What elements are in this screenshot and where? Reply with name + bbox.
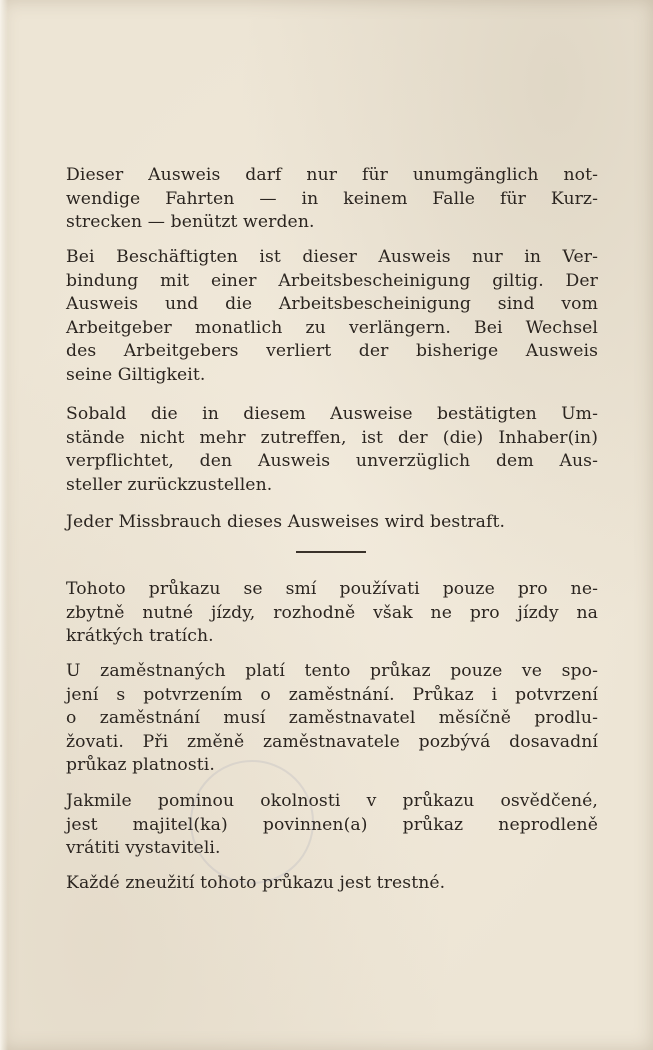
- czech-paragraph-2: [66, 660, 598, 778]
- text-line: jest majitel(ka) povinnen(a) průkaz neprodleně: [66, 814, 598, 835]
- czech-paragraph-3: [66, 790, 598, 861]
- german-paragraph-1: [66, 164, 598, 235]
- german-paragraph-2: [66, 246, 598, 388]
- text-line: seine Giltigkeit.: [66, 364, 206, 385]
- text-line: Bei Beschäftigten ist dieser Ausweis nur in Ver-: [66, 247, 598, 267]
- text-line: Jeder Missbrauch dieses Ausweises wird bestraft.: [66, 512, 506, 532]
- text-line: Dieser Ausweis darf nur für unumgänglich not-: [66, 165, 598, 185]
- text-line: Každé zneužití tohoto průkazu jest trestné.: [66, 873, 446, 893]
- text-line: wendige Fahrten — in keinem Falle für Kurz-: [66, 188, 598, 209]
- text-line: Sobald die in diesem Ausweise bestätigten Um-: [66, 404, 598, 424]
- text-line: strecken — benützt werden.: [66, 212, 315, 233]
- text-line: žovati. Při změně zaměstnavatele pozbývá dosavadní: [66, 731, 598, 752]
- text-line: Arbeitgeber monatlich zu verlängern. Bei Wechsel: [66, 317, 598, 338]
- text-line: průkaz platnosti.: [66, 755, 215, 776]
- faint-stamp: [190, 760, 314, 884]
- czech-paragraph-4: [66, 872, 598, 896]
- czech-paragraph-1: [66, 578, 598, 649]
- text-line: stände nicht mehr zutreffen, ist der (die) Inhaber(in): [66, 427, 598, 448]
- text-line: krátkých tratích.: [66, 626, 214, 647]
- german-paragraph-4: [66, 511, 598, 535]
- text-line: zbytně nutné jízdy, rozhodně však ne pro jízdy na: [66, 602, 598, 623]
- text-line: steller zurückzustellen.: [66, 474, 273, 495]
- text-line: verpflichtet, den Ausweis unverzüglich dem Aus-: [66, 451, 598, 472]
- section-divider: [296, 551, 366, 553]
- german-paragraph-3: [66, 403, 598, 497]
- text-line: Tohoto průkazu se smí používati pouze pro ne-: [66, 579, 598, 599]
- text-line: vrátiti vystaviteli.: [66, 838, 221, 859]
- text-line: Jakmile pominou okolnosti v průkazu osvědčené,: [66, 791, 598, 811]
- text-line: des Arbeitgebers verliert der bisherige Ausweis: [66, 341, 598, 362]
- text-line: Ausweis und die Arbeitsbescheinigung sind vom: [66, 294, 598, 315]
- page-edge: [0, 0, 8, 1050]
- text-line: bindung mit einer Arbeitsbescheinigung giltig. Der: [66, 270, 598, 291]
- text-line: U zaměstnaných platí tento průkaz pouze ve spo-: [66, 661, 598, 681]
- text-line: jení s potvrzením o zaměstnání. Průkaz i potvrzení: [66, 684, 598, 705]
- text-line: o zaměstnání musí zaměstnavatel měsíčně prodlu-: [66, 708, 598, 729]
